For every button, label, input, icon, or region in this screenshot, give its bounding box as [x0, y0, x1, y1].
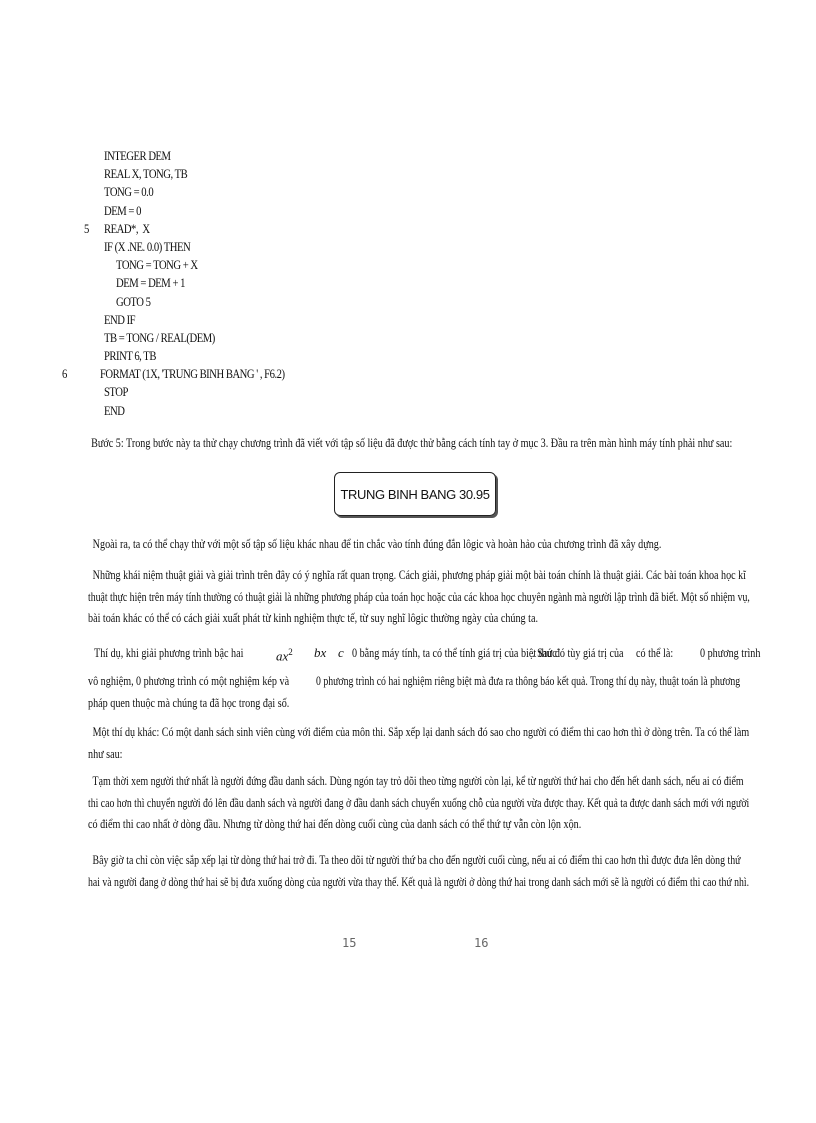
- code-line: [0, 147, 669, 165]
- paragraph-quadratic-example-cont: [88, 670, 796, 713]
- code-statement: TONG = 0.0: [103, 184, 154, 200]
- para-line: hai và người đang ở dòng thứ hai sẽ bị đưa xuống dòng của người vừa thay thế. Kết quả là người ở dòng thứ hai trong danh sách mới sẽ là người có điểm thi cao thứ nhì.: [88, 873, 750, 889]
- code-line: [0, 165, 669, 183]
- para-line: thuật thực hiện trên máy tính thường có thuật giải là những phương pháp của toán học hoặc của các khoa học chuyên ngành mà người lập trình đã biết. Một số nhiệm vụ,: [88, 588, 750, 604]
- code-line: [0, 202, 669, 220]
- fortran-code-listing: [0, 147, 816, 420]
- code-line: [0, 220, 669, 238]
- para-line: thi cao hơn thì chuyển người đó lên đầu danh sách và người đang ở đầu danh sách chuyển xuống chỗ của người vừa được thay. Kết quả ta được danh sách mới với người: [88, 794, 750, 810]
- page-number-left: 15: [342, 936, 357, 950]
- code-line: [0, 293, 669, 311]
- code-statement: TB = TONG / REAL(DEM): [103, 329, 215, 345]
- screen-output-box: [334, 472, 496, 516]
- para-line: có điểm thi cao nhất ở dòng đầu. Nhưng từ dòng thứ hai đến dòng cuối cùng của danh sách có thể thứ tự vẫn còn lộn xộn.: [88, 816, 582, 831]
- example-line-1: Thí dụ, khi giải phương trình bậc hai $ax^2$ bx c 0 bằng máy tính, ta có thể tính giá trị của biệt thức . Sau đó tùy giá trị của có thể là: 0 phương trình: [88, 642, 796, 664]
- code-line: [0, 238, 669, 256]
- code-line: [0, 274, 669, 292]
- para-line: Ngoài ra, ta có thể chạy thử với một số tập số liệu khác nhau để tin chắc vào tính đúng đắn lôgic và hoàn hảo của chương trình đã xây dựng.: [92, 536, 662, 551]
- code-line: [0, 383, 669, 401]
- equation-ax2: $ax^2$: [276, 647, 293, 664]
- code-line: [0, 402, 669, 420]
- code-statement: DEM = DEM + 1: [115, 275, 185, 291]
- code-statement: REAL X, TONG, TB: [103, 166, 188, 182]
- para-line: Một thí dụ khác: Có một danh sách sinh viên cùng với điểm của môn thi. Sắp xếp lại danh sách đó sao cho người có điểm thi cao hơn thì ở dòng trên. Ta có thể làm: [92, 724, 750, 739]
- step5-paragraph: [88, 432, 796, 454]
- paragraph-sort-step1: [88, 770, 796, 835]
- code-statement: FORMAT (1X, 'TRUNG BINH BANG ' , F6.2): [99, 366, 285, 382]
- code-statement: PRINT 6, TB: [103, 348, 156, 364]
- paragraph-sort-example: [88, 721, 796, 764]
- code-statement: END IF: [103, 311, 136, 327]
- code-line: [0, 256, 669, 274]
- para-line: Những khái niệm thuật giải và giải trình trên đây có ý nghĩa rất quan trọng. Cách giải, phương pháp giải một bài toán chính là thuật giải. Các bài toán khoa học kĩ: [92, 567, 746, 582]
- para-line: Bây giờ ta chỉ còn việc sắp xếp lại từ dòng thứ hai trở đi. Ta theo dõi từ người thứ ba cho đến người cuối cùng, nếu ai có điểm thi cao hơn thì được đưa lên dòng thứ: [92, 852, 741, 867]
- code-line: [0, 329, 669, 347]
- paragraph-sort-step2: [88, 849, 796, 892]
- code-statement: GOTO 5: [115, 293, 151, 309]
- code-statement: DEM = 0: [103, 202, 141, 218]
- para-line: bài toán khác có thể có cách giải xuất phát từ kinh nghiệm thực tế, từ suy nghĩ lôgic thường ngày của chúng ta.: [88, 610, 539, 625]
- code-statement: READ*, X: [103, 220, 150, 236]
- example-line-1-tail: 0 phương trình: [700, 645, 761, 660]
- code-line: [0, 183, 669, 201]
- code-statement: IF (X .NE. 0.0) THEN: [103, 238, 191, 254]
- paragraph-algorithm-concepts: [88, 564, 796, 629]
- code-statement: STOP: [103, 384, 128, 400]
- code-statement: INTEGER DEM: [103, 148, 171, 163]
- code-line: [0, 347, 669, 365]
- page-number-right: 16: [474, 936, 489, 950]
- code-statement-label: 5: [83, 220, 89, 236]
- code-statement: END: [103, 402, 125, 418]
- example-line-2: vô nghiệm, 0 phương trình có một nghiệm kép và 0 phương trình có hai nghiệm riêng biệt mà đưa ra thông báo kết quả. Trong thí dụ này, thuật toán là phương: [88, 673, 741, 688]
- screen-output-text: TRUNG BINH BANG 30.95: [340, 486, 490, 502]
- para-line: như sau:: [88, 745, 123, 761]
- example-line-3: pháp quen thuộc mà chúng ta đã học trong đại số.: [88, 694, 290, 710]
- code-statement: TONG = TONG + X: [115, 257, 198, 273]
- paragraph-test-more: [88, 533, 796, 555]
- para-line: Tạm thời xem người thứ nhất là người đứng đầu danh sách. Dùng ngón tay trỏ dõi theo từng người còn lại, kể từ người thứ hai cho đến hết danh sách, nếu ai có điểm: [92, 773, 744, 788]
- code-statement-label: 6: [61, 366, 67, 382]
- code-line: [0, 365, 669, 383]
- code-line: [0, 311, 669, 329]
- step5-text: Bước 5: Trong bước này ta thử chạy chương trình đã viết với tập số liệu đã được thử bằng cách tính tay ở mục 3. Đầu ra trên màn hình máy tính phải như sau:: [91, 435, 733, 450]
